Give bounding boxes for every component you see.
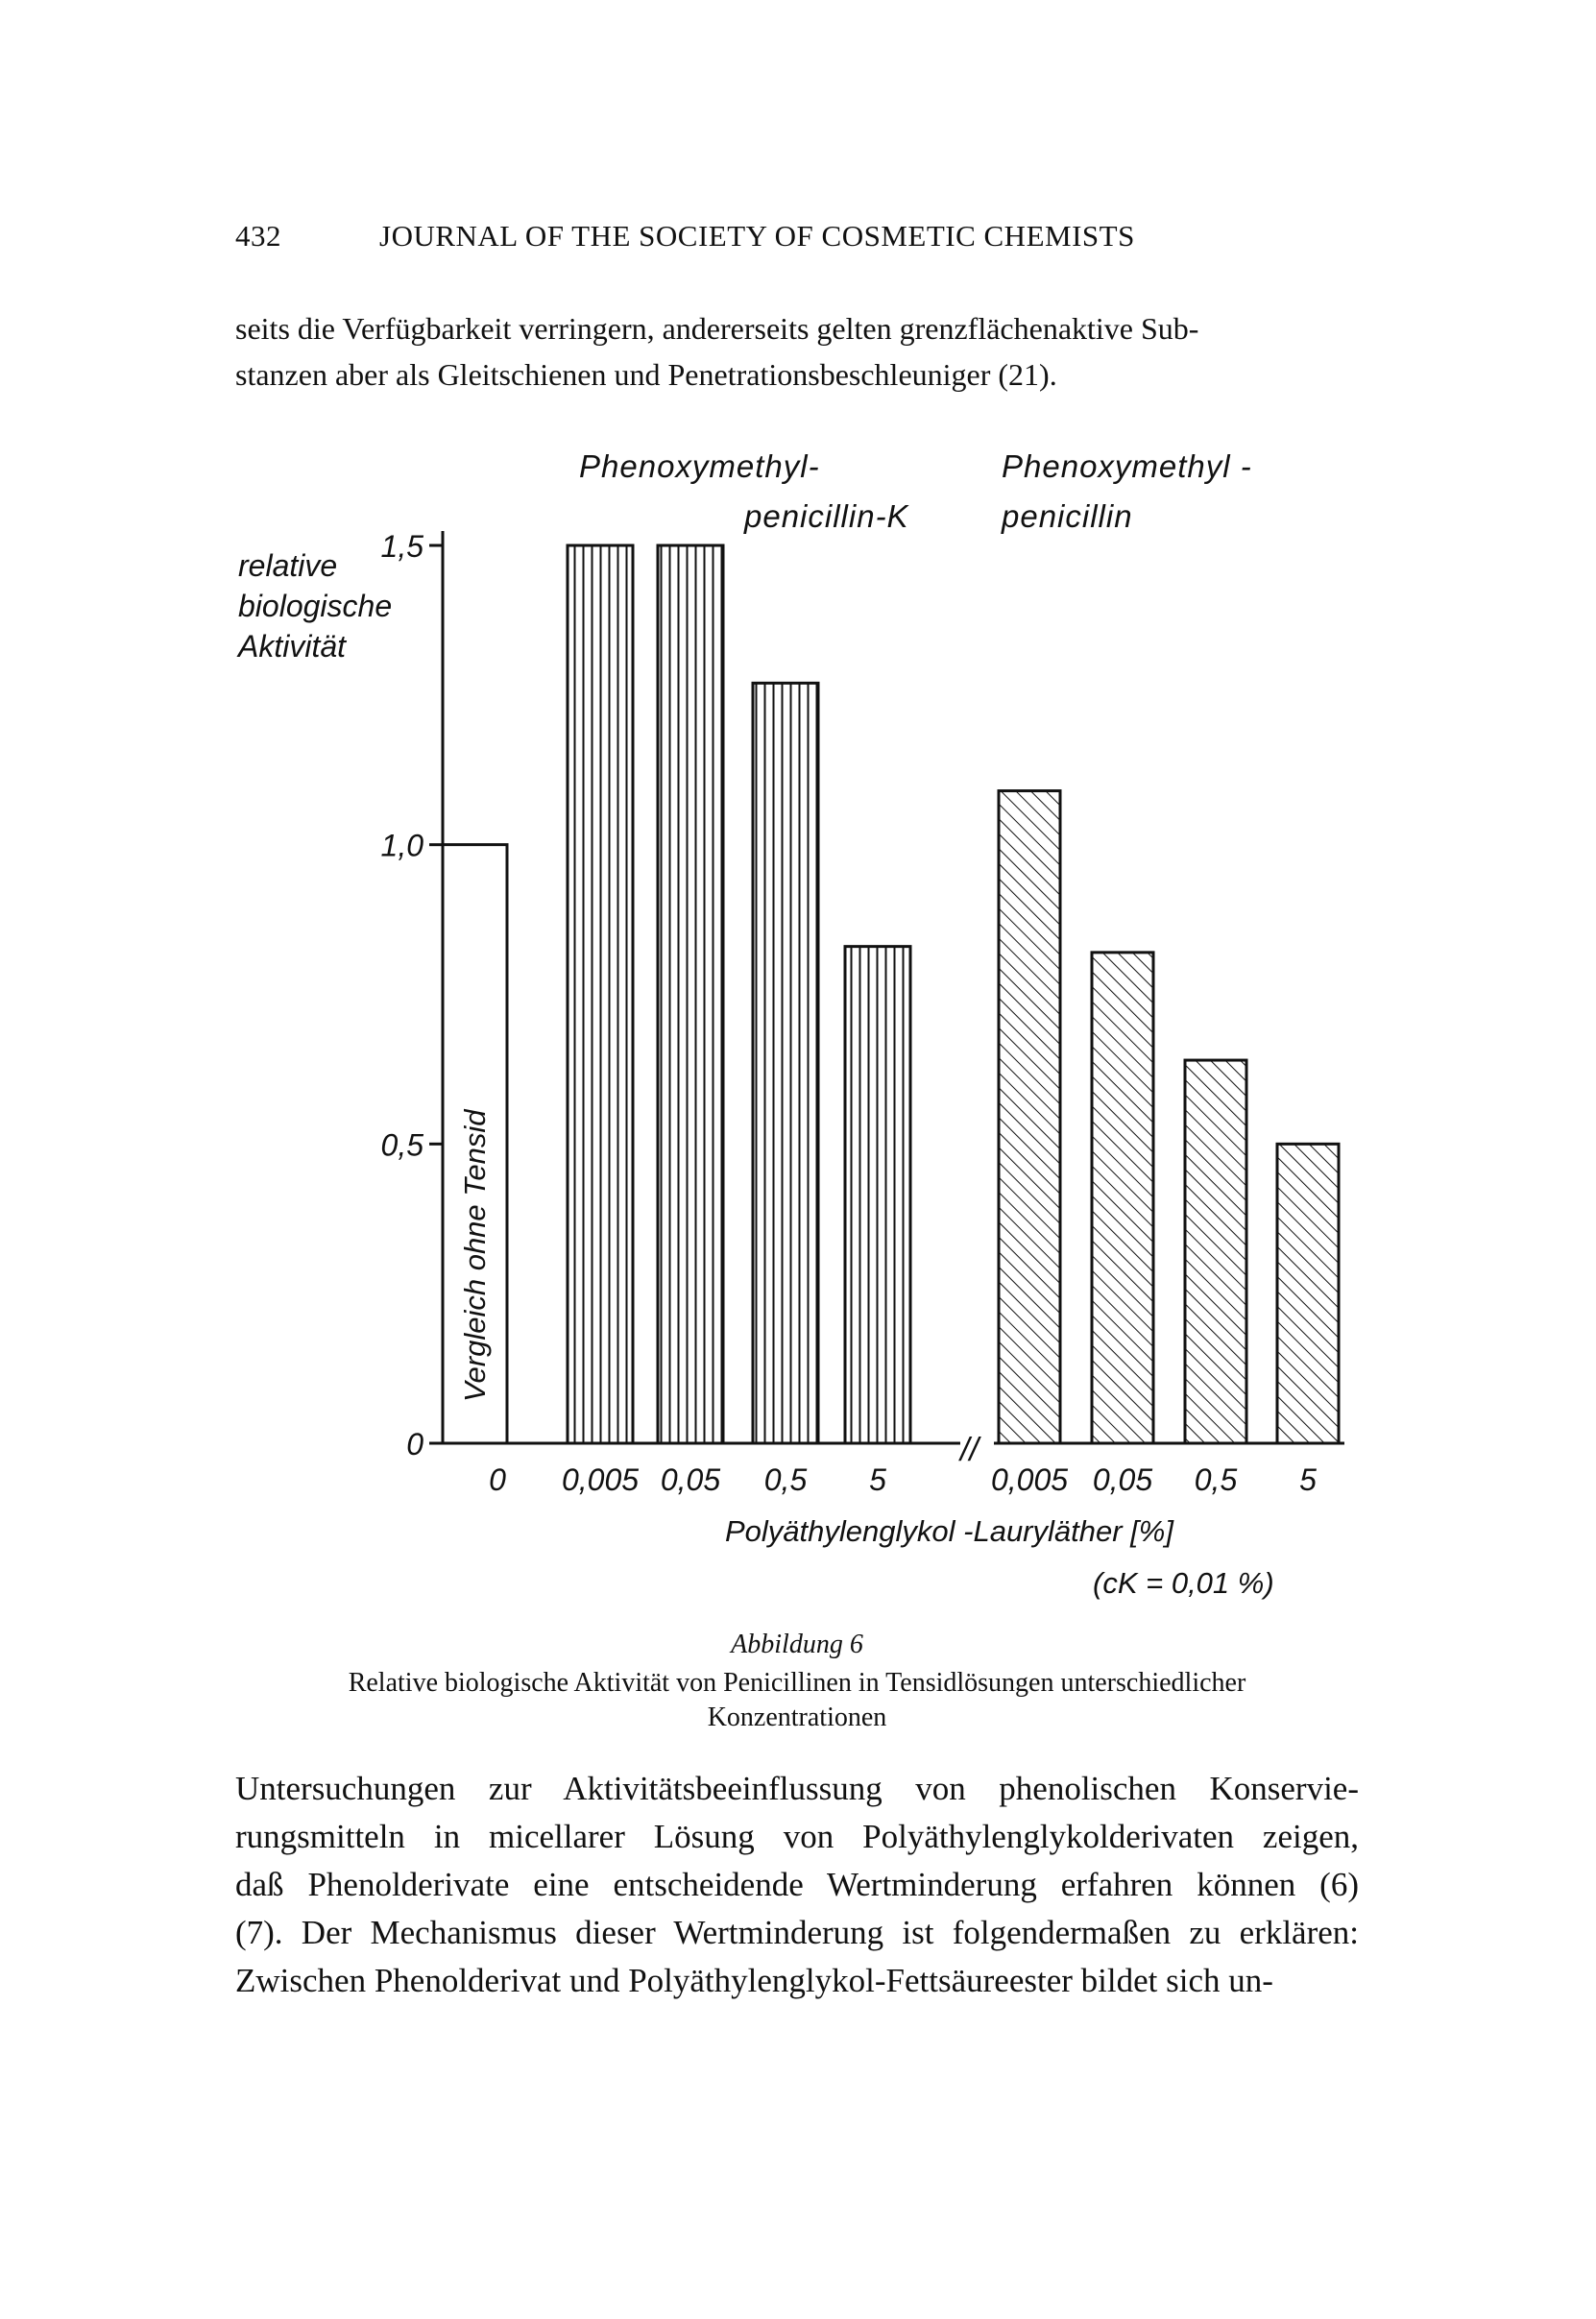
control-bar-label: Vergleich ohne Tensid xyxy=(458,1109,492,1402)
bar-penicillin xyxy=(1277,1144,1339,1443)
bar-penicillin-k xyxy=(845,947,910,1443)
page-number: 432 xyxy=(235,219,281,253)
text-line: rungsmitteln in micellarer Lösung von Polyäthylenglykolderivaten zeigen, xyxy=(235,1818,1359,1855)
x-tick-label: 0,05 xyxy=(1092,1462,1153,1497)
journal-title: JOURNAL OF THE SOCIETY OF COSMETIC CHEMISTS xyxy=(379,219,1135,253)
y-axis-title-line: biologische xyxy=(238,589,393,623)
x-tick-label: 0,5 xyxy=(763,1462,808,1497)
y-tick-label: 0 xyxy=(406,1427,423,1461)
text-line: daß Phenolderivate eine entscheidende Wertminderung erfahren können (6) xyxy=(235,1866,1359,1903)
axis-break-mark: // xyxy=(960,1432,979,1468)
series-label: Phenoxymethyl- xyxy=(579,448,820,484)
series-label: Phenoxymethyl - xyxy=(1002,448,1252,484)
y-axis-title-line: Aktivität xyxy=(238,629,347,664)
x-tick-label: 5 xyxy=(1299,1462,1317,1497)
x-axis-title: Polyäthylenglykol -Lauryläther [%] xyxy=(725,1514,1173,1548)
figure-caption xyxy=(235,1666,1359,1735)
y-tick-label: 1,5 xyxy=(380,529,423,564)
text-line: stanzen aber als Gleitschienen und Penetrationsbeschleuniger (21). xyxy=(235,357,1057,392)
text-line: Untersuchungen zur Aktivitätsbeeinflussung von phenolischen Konservie- xyxy=(235,1770,1359,1807)
bar-penicillin-k xyxy=(568,545,633,1443)
figure-caption-title: Abbildung 6 xyxy=(731,1630,863,1659)
x-tick-label: 5 xyxy=(869,1462,886,1497)
series-label: penicillin-K xyxy=(744,498,909,534)
x-tick-label: 0,005 xyxy=(561,1462,640,1497)
y-tick-label: 1,0 xyxy=(380,828,423,863)
bar-penicillin xyxy=(999,791,1060,1443)
text-line: seits die Verfügbarkeit verringern, andererseits gelten grenzflächenaktive Sub- xyxy=(235,311,1199,346)
text-line: (7). Der Mechanismus dieser Wertminderung ist folgendermaßen zu erklären: xyxy=(235,1914,1359,1951)
series-label: penicillin xyxy=(1002,498,1133,534)
x-tick-label: 0,05 xyxy=(660,1462,721,1497)
caption-line: Konzentrationen xyxy=(707,1703,887,1732)
x-tick-label: 0,5 xyxy=(1194,1462,1238,1497)
bar-penicillin-k xyxy=(753,683,818,1443)
x-tick-label: 0,005 xyxy=(990,1462,1069,1497)
bar-penicillin xyxy=(1185,1060,1246,1443)
x-tick-label: 0 xyxy=(489,1462,506,1497)
text-line: Zwischen Phenolderivat und Polyäthylenglykol-Fettsäureester bildet sich un- xyxy=(235,1962,1273,1999)
x-axis-note: (cK = 0,01 %) xyxy=(1093,1566,1274,1600)
body-paragraph xyxy=(235,1765,1359,2005)
y-tick-label: 0,5 xyxy=(380,1127,423,1163)
bar-penicillin xyxy=(1092,953,1153,1443)
bar-penicillin-k xyxy=(658,545,723,1443)
caption-line: Relative biologische Aktivität von Penicillinen in Tensidlösungen unterschiedlicher xyxy=(348,1668,1246,1698)
y-axis-title-line: relative xyxy=(238,548,338,583)
